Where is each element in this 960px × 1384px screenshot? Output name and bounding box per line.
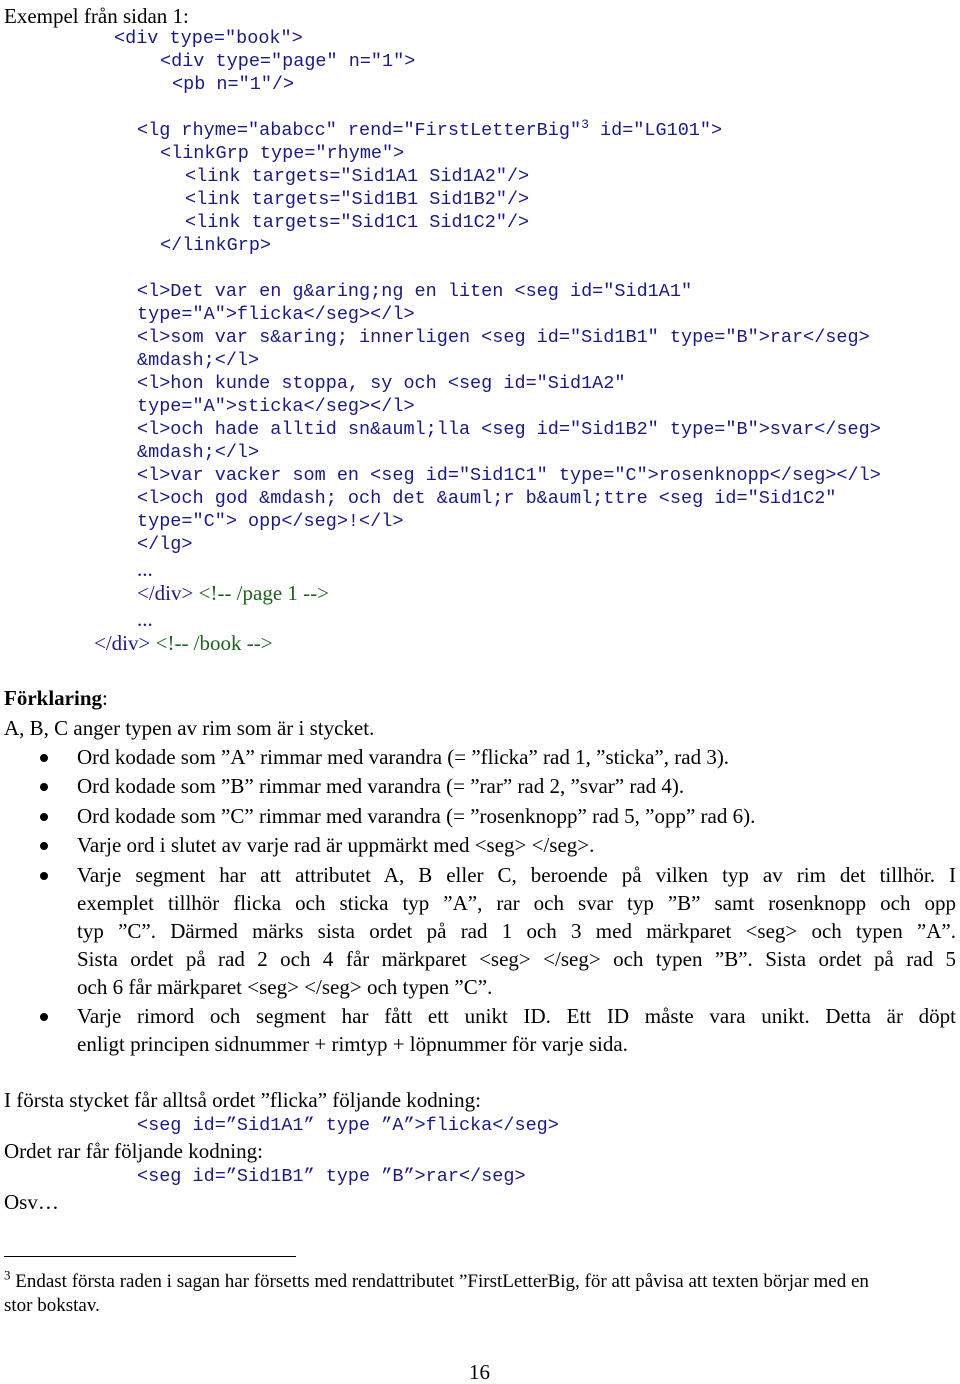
example-heading: Exempel från sidan 1: bbox=[4, 4, 189, 28]
list-item: Varje segment har att attributet A, B eller C, beroende på vilken typ av rim det tillhör. I bbox=[77, 863, 956, 887]
comment: <!-- /page 1 --> bbox=[193, 581, 329, 605]
code-line: <lg rhyme="ababcc" rend="FirstLetterBig"$^3$ id="LG101"> bbox=[137, 116, 723, 141]
list-item: Varje ord i slutet av varje rad är uppmärkt med <seg> </seg>. bbox=[77, 833, 595, 857]
code-line: <linkGrp type="rhyme"> bbox=[160, 143, 405, 164]
example-line: Osv… bbox=[4, 1190, 59, 1214]
list-item: Ord kodade som ”A” rimmar med varandra (= ”flicka” rad 1, ”sticka”, rad 3). bbox=[77, 745, 730, 769]
code-line: <div type="book"> bbox=[114, 28, 303, 49]
code-line: <l>som var s&aring; innerligen <seg id="Sid1B1" type="B">rar</seg> bbox=[137, 327, 870, 348]
footnote-mark: 3 bbox=[4, 1267, 11, 1283]
bullet-icon bbox=[40, 754, 48, 762]
bullet-icon bbox=[40, 813, 48, 821]
list-item: Ord kodade som ”C” rimmar med varandra (= ”rosenknopp” rad 5, ”opp” rad 6). bbox=[77, 804, 756, 828]
code-line: </linkGrp> bbox=[160, 235, 272, 256]
code-line: <pb n="1"/> bbox=[172, 74, 295, 95]
ellipsis: ... bbox=[137, 557, 153, 581]
code-line: <l>var vacker som en <seg id="Sid1C1" type="C">rosenknopp</seg></l> bbox=[137, 465, 881, 486]
bullet-icon bbox=[40, 842, 48, 850]
code-line: <link targets="Sid1C1 Sid1C2"/> bbox=[185, 212, 530, 233]
code-line: &mdash;</l> bbox=[137, 442, 260, 463]
code-line: </lg> bbox=[137, 534, 193, 555]
example-line: I första stycket får alltså ordet ”flicka” följande kodning: bbox=[4, 1088, 481, 1112]
code-line: <l>Det var en g&aring;ng en liten <seg id="Sid1A1" bbox=[137, 281, 693, 302]
list-item: Varje rimord och segment har fått ett unikt ID. Ett ID måste vara unikt. Detta är döpt bbox=[77, 1004, 956, 1028]
list-item-continued: exemplet tillhör flicka och sticka typ ”A”, rar och svar typ ”B” samt rosenknopp och opp bbox=[77, 891, 956, 915]
footnote-continued: stor bokstav. bbox=[4, 1295, 100, 1316]
footnote-divider bbox=[4, 1256, 296, 1257]
bullet-icon bbox=[40, 783, 48, 791]
code-line: <link targets="Sid1B1 Sid1B2"/> bbox=[185, 189, 530, 210]
explanation-intro: A, B, C anger typen av rim som är i stycket. bbox=[4, 716, 375, 740]
bullet-icon bbox=[40, 1013, 48, 1021]
explanation-heading: Förklaring: bbox=[4, 686, 108, 710]
code-line: type="A">sticka</seg></l> bbox=[137, 396, 415, 417]
list-item-continued: Sista ordet på rad 2 och 4 får märkparet <seg> </seg> och typen ”B”. Sista ordet på rad 5 bbox=[77, 947, 956, 971]
list-item-continued: enligt principen sidnummer + rimtyp + löpnummer för varje sida. bbox=[77, 1032, 628, 1056]
list-item-continued: och 6 får märkparet <seg> </seg> och typen ”C”. bbox=[77, 975, 493, 999]
page-number: 16 bbox=[469, 1360, 490, 1384]
example-code: <seg id=”Sid1B1” type ”B”>rar</seg> bbox=[137, 1166, 526, 1187]
code-line: <l>och hade alltid sn&auml;lla <seg id="Sid1B2" type="B">svar</seg> bbox=[137, 419, 881, 440]
code-line: <l>hon kunde stoppa, sy och <seg id="Sid1A2" bbox=[137, 373, 626, 394]
code-line: type="A">flicka</seg></l> bbox=[137, 304, 415, 325]
code-line: <link targets="Sid1A1 Sid1A2"/> bbox=[185, 166, 530, 187]
code-line: &mdash;</l> bbox=[137, 350, 260, 371]
code-line: </div> <!-- /book --> bbox=[94, 631, 273, 655]
code-line: <l>och god &mdash; och det &auml;r b&auml;ttre <seg id="Sid1C2" bbox=[137, 488, 837, 509]
footnote-ref: 3 bbox=[581, 116, 589, 132]
list-item: Ord kodade som ”B” rimmar med varandra (= ”rar” rad 2, ”svar” rad 4). bbox=[77, 774, 685, 798]
list-item-continued: typ ”C”. Därmed märks sista ordet på rad 1 och 3 med märkparet <seg> och typen ”A”. bbox=[77, 919, 956, 943]
code-line: type="C"> opp</seg>!</l> bbox=[137, 511, 404, 532]
example-code: <seg id=”Sid1A1” type ”A”>flicka</seg> bbox=[137, 1115, 559, 1136]
footnote: $^3$ Endast första raden i sagan har försetts med rendattributet ”FirstLetterBig, för att påvisa att texten börjar med en bbox=[4, 1267, 869, 1292]
comment: <!-- /book --> bbox=[150, 631, 273, 655]
example-line: Ordet rar får följande kodning: bbox=[4, 1139, 263, 1163]
ellipsis: ... bbox=[137, 607, 153, 631]
code-line: <div type="page" n="1"> bbox=[160, 51, 416, 72]
bullet-icon bbox=[40, 872, 48, 880]
code-line: </div> <!-- /page 1 --> bbox=[137, 581, 329, 605]
